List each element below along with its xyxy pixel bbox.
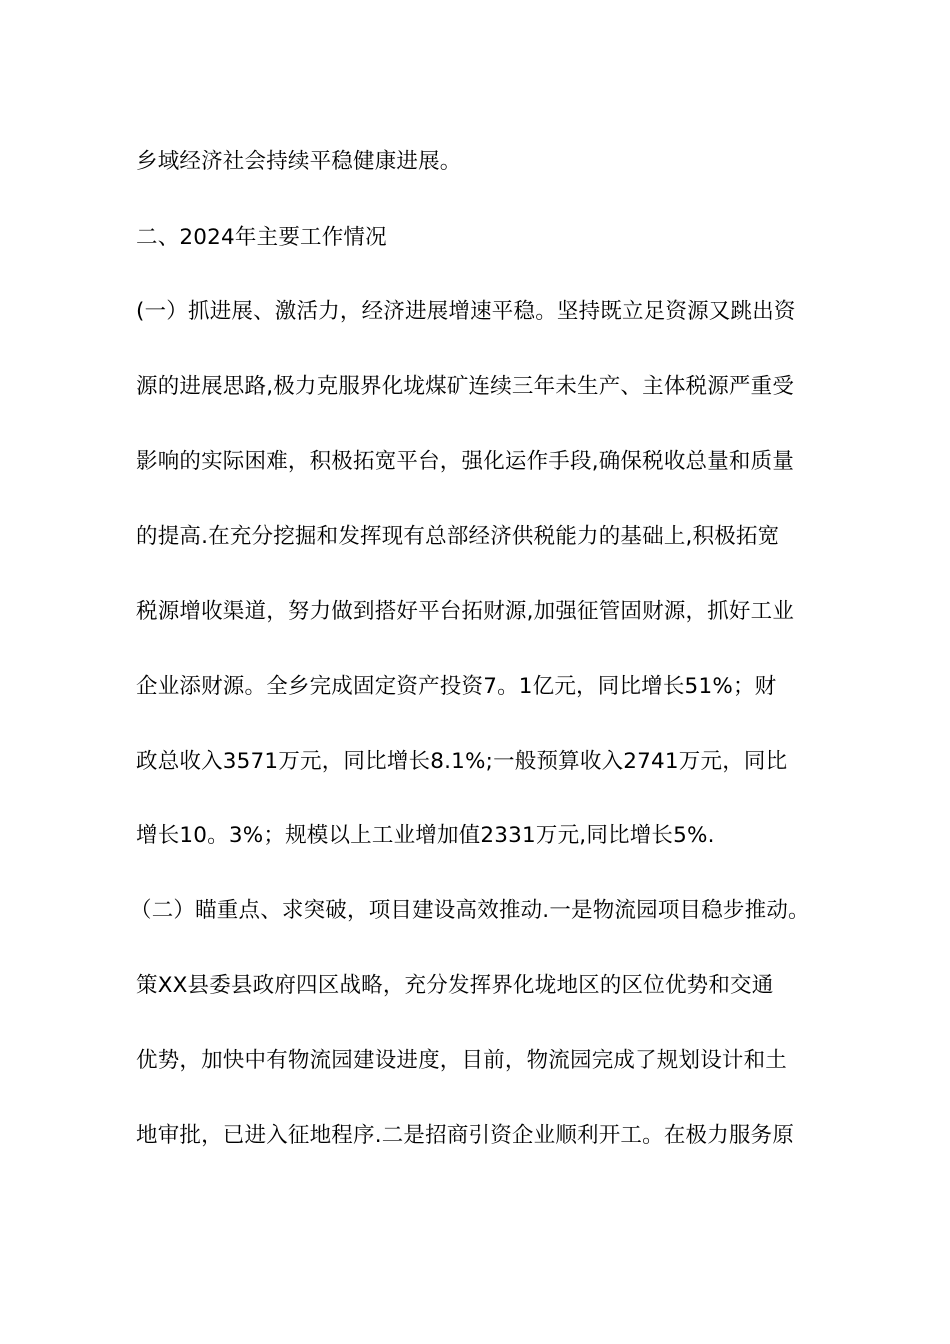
section-heading: 二、2024年主要工作情况 (136, 225, 387, 250)
paragraph-line: 税源增收渠道，努力做到搭好平台拓财源,加强征管固财源，抓好工业 (136, 599, 795, 624)
paragraph-line: 策XX县委县政府四区战略，充分发挥界化垅地区的区位优势和交通 (136, 973, 774, 998)
paragraph-line: 增长10。3%；规模以上工业增加值2331万元,同比增长5%. (136, 823, 715, 848)
paragraph-line: 地审批，已进入征地程序.二是招商引资企业顺利开工。在极力服务原 (136, 1123, 795, 1148)
paragraph-line: (一）抓进展、激活力，经济进展增速平稳。坚持既立足资源又跳出资 (136, 299, 796, 324)
paragraph-line: 源的进展思路,极力克服界化垅煤矿连续三年未生产、主体税源严重受 (136, 374, 795, 399)
paragraph-line: 的提高.在充分挖掘和发挥现有总部经济供税能力的基础上,积极拓宽 (136, 524, 780, 549)
paragraph-line: 影响的实际困难，积极拓宽平台，强化运作手段,确保税收总量和质量 (136, 449, 795, 474)
paragraph-line: 政总收入3571万元，同比增长8.1%;一般预算收入2741万元，同比 (136, 749, 788, 774)
paragraph-line: （二）瞄重点、求突破，项目建设高效推动.一是物流园项目稳步推动。 (130, 898, 810, 923)
paragraph-line: 企业添财源。全乡完成固定资产投资7。1亿元，同比增长51%；财 (136, 674, 777, 699)
paragraph-line: 乡域经济社会持续平稳健康进展。 (136, 149, 462, 174)
paragraph-line: 优势，加快中有物流园建设进度，目前，物流园完成了规划设计和土 (136, 1048, 788, 1073)
